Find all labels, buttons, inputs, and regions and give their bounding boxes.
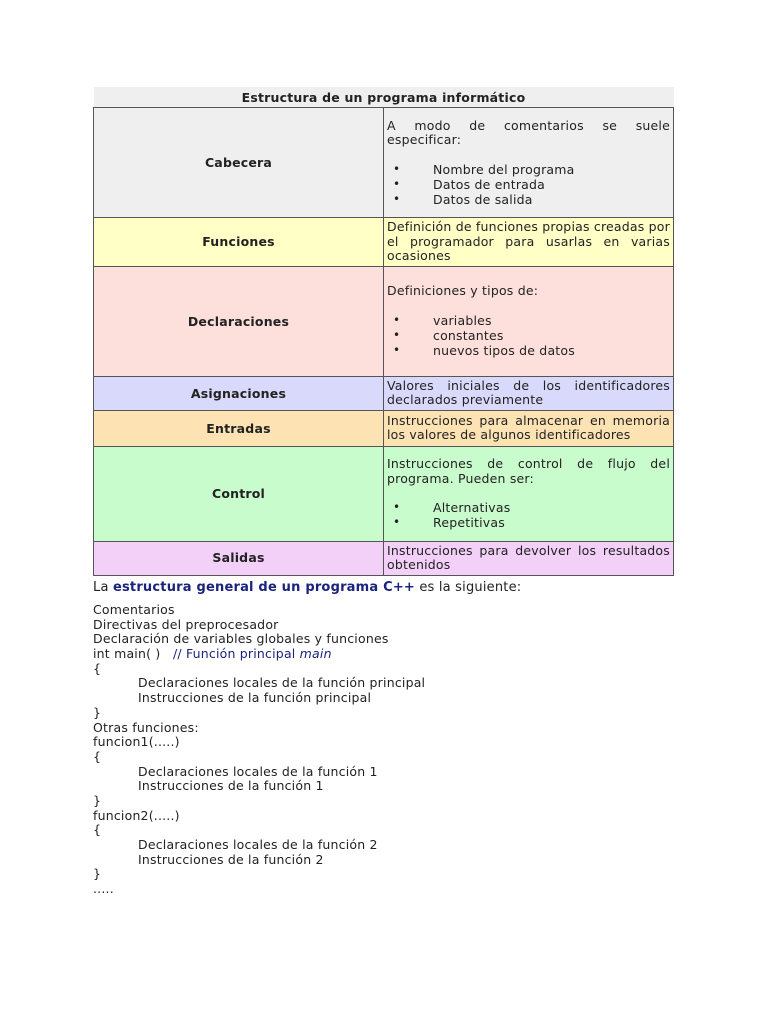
- structure-intro: [93, 580, 521, 595]
- code-line: Instrucciones de la función 2: [138, 851, 324, 867]
- code-line-main: [93, 647, 425, 662]
- code-comment-text: // Función principal: [172, 646, 300, 662]
- row-label: Funciones: [94, 218, 384, 267]
- code-line: Declaración de variables globales y funciones: [93, 631, 389, 647]
- row-content: [384, 446, 674, 541]
- code-line: }: [93, 704, 102, 720]
- code-comment: [173, 646, 332, 661]
- code-line: {: [93, 822, 102, 838]
- row-intro: Definiciones y tipos de:: [387, 283, 539, 299]
- code-structure: [93, 603, 425, 897]
- row-intro: A modo de comentarios se suele especificar:: [387, 117, 670, 147]
- code-line: }: [93, 866, 102, 882]
- code-line: funcion1(.....): [93, 734, 180, 750]
- list-item: • variables: [387, 313, 670, 328]
- code-line: Declaraciones locales de la función 2: [138, 837, 378, 852]
- row-label: Declaraciones: [94, 266, 384, 376]
- code-line: Instrucciones de la función principal: [138, 690, 372, 706]
- code-line: Directivas del preprocesador: [93, 616, 279, 632]
- code-line: Instrucciones de la función 1: [138, 778, 324, 794]
- table-row-asignaciones: [94, 376, 674, 410]
- code-line: funcion2(.....): [93, 807, 180, 823]
- code-comment-italic: main: [299, 646, 332, 662]
- list-item: • constantes: [387, 328, 670, 343]
- list-item: • nuevos tipos de datos: [387, 343, 670, 358]
- code-line: Comentarios: [93, 602, 175, 617]
- code-line: {: [93, 660, 102, 676]
- table-row-cabecera: [94, 108, 674, 218]
- code-line: .....: [93, 881, 114, 897]
- list-item: • Alternativas: [387, 500, 670, 515]
- row-list: [387, 500, 670, 530]
- row-label: Control: [94, 446, 384, 541]
- code-line: {: [93, 748, 102, 764]
- code-line: }: [93, 792, 102, 808]
- table-row-control: [94, 446, 674, 541]
- intro-bold: estructura general de un programa C++: [112, 580, 416, 595]
- table-title: Estructura de un programa informático: [94, 87, 674, 108]
- list-item: • Datos de entrada: [387, 177, 670, 192]
- row-content: [384, 266, 674, 376]
- row-intro: Instrucciones de control de flujo del programa. Pueden ser:: [387, 456, 670, 486]
- row-list: [387, 162, 670, 207]
- list-item: • Repetitivas: [387, 515, 670, 530]
- row-content: Instrucciones para almacenar en memoria los valores de algunos identificadores: [384, 410, 674, 446]
- intro-prefix: La: [93, 580, 113, 595]
- code-line: Declaraciones locales de la función 1: [138, 763, 378, 779]
- intro-suffix: es la siguiente:: [415, 580, 522, 595]
- row-label: Asignaciones: [94, 376, 384, 410]
- row-content: Valores iniciales de los identificadores declarados previamente: [384, 376, 674, 410]
- list-item: • Datos de salida: [387, 192, 670, 207]
- code-line: Declaraciones locales de la función principal: [138, 675, 426, 691]
- row-content: Definición de funciones propias creadas por el programador para usarlas en varias ocasiones: [384, 218, 674, 267]
- program-structure-table: [93, 87, 674, 576]
- table-row-salidas: [94, 541, 674, 575]
- code-line: Otras funciones:: [93, 719, 199, 735]
- row-content: [384, 108, 674, 218]
- table-row-entradas: [94, 410, 674, 446]
- table-row-declaraciones: [94, 266, 674, 376]
- table-row-funciones: [94, 218, 674, 267]
- row-label: Salidas: [94, 541, 384, 575]
- row-content: Instrucciones para devolver los resultados obtenidos: [384, 541, 674, 575]
- row-label: Cabecera: [94, 108, 384, 218]
- code-main-signature: int main( ): [93, 646, 173, 662]
- list-item: • Nombre del programa: [387, 162, 670, 177]
- row-list: [387, 313, 670, 358]
- row-label: Entradas: [94, 410, 384, 446]
